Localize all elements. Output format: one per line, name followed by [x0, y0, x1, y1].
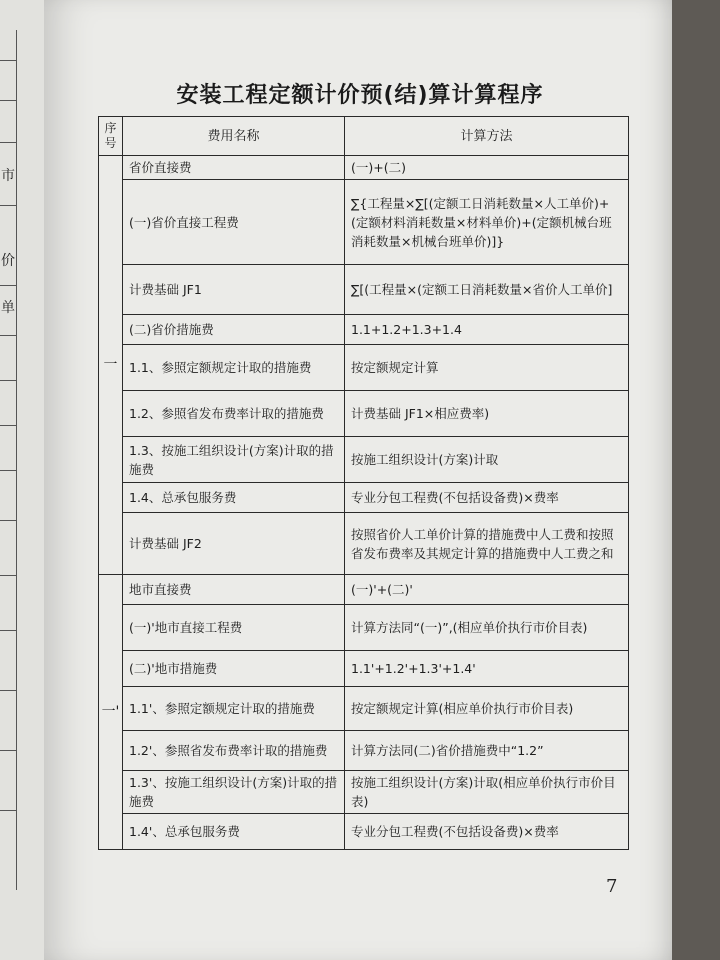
- prev-page-rule: [0, 142, 16, 143]
- table-row: [99, 651, 629, 687]
- calc-method: ∑[(工程量×(定额工日消耗数量×省价人工单价]: [345, 265, 629, 315]
- calculation-procedure-table: [98, 116, 629, 850]
- table-header-row: [99, 117, 629, 156]
- table-row: [99, 156, 629, 180]
- prev-page-char: 价: [1, 253, 15, 269]
- table-row: [99, 437, 629, 483]
- prev-page-rule: [0, 690, 16, 691]
- header-seq: 序号: [99, 117, 123, 156]
- prev-page-rule: [0, 205, 16, 206]
- prev-page-rule: [0, 810, 16, 811]
- calc-method: 1.1+1.2+1.3+1.4: [345, 315, 629, 345]
- fee-name: 1.2'、参照省发布费率计取的措施费: [123, 731, 345, 771]
- table-row: [99, 391, 629, 437]
- calc-method: 按施工组织设计(方案)计取(相应单价执行市价目表): [345, 771, 629, 814]
- prev-page-rule: [0, 575, 16, 576]
- fee-name: (二)'地市措施费: [123, 651, 345, 687]
- fee-name: 1.3'、按施工组织设计(方案)计取的措施费: [123, 771, 345, 814]
- prev-page-char: 单: [1, 300, 15, 316]
- calc-method: 按施工组织设计(方案)计取: [345, 437, 629, 483]
- group-seq: 一': [99, 575, 123, 850]
- table-row: [99, 483, 629, 513]
- table-row: [99, 771, 629, 814]
- calc-method: ∑{工程量×∑[(定额工日消耗数量×人工单价)+(定额材料消耗数量×材料单价)+(定额机械台班消耗数量×机械台班单价)]}: [345, 180, 629, 265]
- table-row: [99, 345, 629, 391]
- prev-page-rule: [0, 470, 16, 471]
- calc-method: 计算方法同(二)省价措施费中“1.2”: [345, 731, 629, 771]
- table-row: [99, 575, 629, 605]
- prev-page-rule: [0, 520, 16, 521]
- fee-name: 1.4'、总承包服务费: [123, 814, 345, 850]
- table-row: [99, 687, 629, 731]
- fee-name: 地市直接费: [123, 575, 345, 605]
- fee-name: 省价直接费: [123, 156, 345, 180]
- fee-name: 计费基础 JF1: [123, 265, 345, 315]
- page-number: 7: [606, 876, 618, 897]
- header-name: 费用名称: [123, 117, 345, 156]
- calc-method: (一)'+(二)': [345, 575, 629, 605]
- page-title: 安装工程定额计价预(结)算计算程序: [176, 83, 544, 108]
- calc-method: 按定额规定计算(相应单价执行市价目表): [345, 687, 629, 731]
- prev-page-char: 市: [1, 168, 15, 184]
- fee-name: 1.1、参照定额规定计取的措施费: [123, 345, 345, 391]
- fee-name: 1.3、按施工组织设计(方案)计取的措施费: [123, 437, 345, 483]
- calc-method: 按照省价人工单价计算的措施费中人工费和按照省发布费率及其规定计算的措施费中人工费之和: [345, 513, 629, 575]
- fee-name: (一)省价直接工程费: [123, 180, 345, 265]
- calc-method: 计算方法同“(一)”,(相应单价执行市价目表): [345, 605, 629, 651]
- fee-name: 1.2、参照省发布费率计取的措施费: [123, 391, 345, 437]
- prev-page-rule: [0, 630, 16, 631]
- table-row: [99, 513, 629, 575]
- prev-page-rule: [0, 60, 16, 61]
- table-row: [99, 180, 629, 265]
- prev-page-rule: [0, 380, 16, 381]
- group-seq: 一: [99, 156, 123, 575]
- table-row: [99, 605, 629, 651]
- calc-method: (一)+(二): [345, 156, 629, 180]
- fee-name: (二)省价措施费: [123, 315, 345, 345]
- prev-page-rule: [0, 100, 16, 101]
- prev-page-rule: [0, 335, 16, 336]
- prev-page-rule: [0, 425, 16, 426]
- prev-page-rule: [0, 750, 16, 751]
- fee-name: 1.1'、参照定额规定计取的措施费: [123, 687, 345, 731]
- prev-page-rule: [16, 30, 17, 890]
- table-row: [99, 731, 629, 771]
- prev-page-rule: [0, 285, 16, 286]
- fee-name: (一)'地市直接工程费: [123, 605, 345, 651]
- calc-method: 1.1'+1.2'+1.3'+1.4': [345, 651, 629, 687]
- table-row: [99, 814, 629, 850]
- fee-name: 1.4、总承包服务费: [123, 483, 345, 513]
- table-row: [99, 315, 629, 345]
- calc-method: 计费基础 JF1×相应费率): [345, 391, 629, 437]
- calc-method: 按定额规定计算: [345, 345, 629, 391]
- calc-method: 专业分包工程费(不包括设备费)×费率: [345, 814, 629, 850]
- fee-name: 计费基础 JF2: [123, 513, 345, 575]
- calc-method: 专业分包工程费(不包括设备费)×费率: [345, 483, 629, 513]
- previous-page-edge: [0, 0, 45, 960]
- header-method: 计算方法: [345, 117, 629, 156]
- table-row: [99, 265, 629, 315]
